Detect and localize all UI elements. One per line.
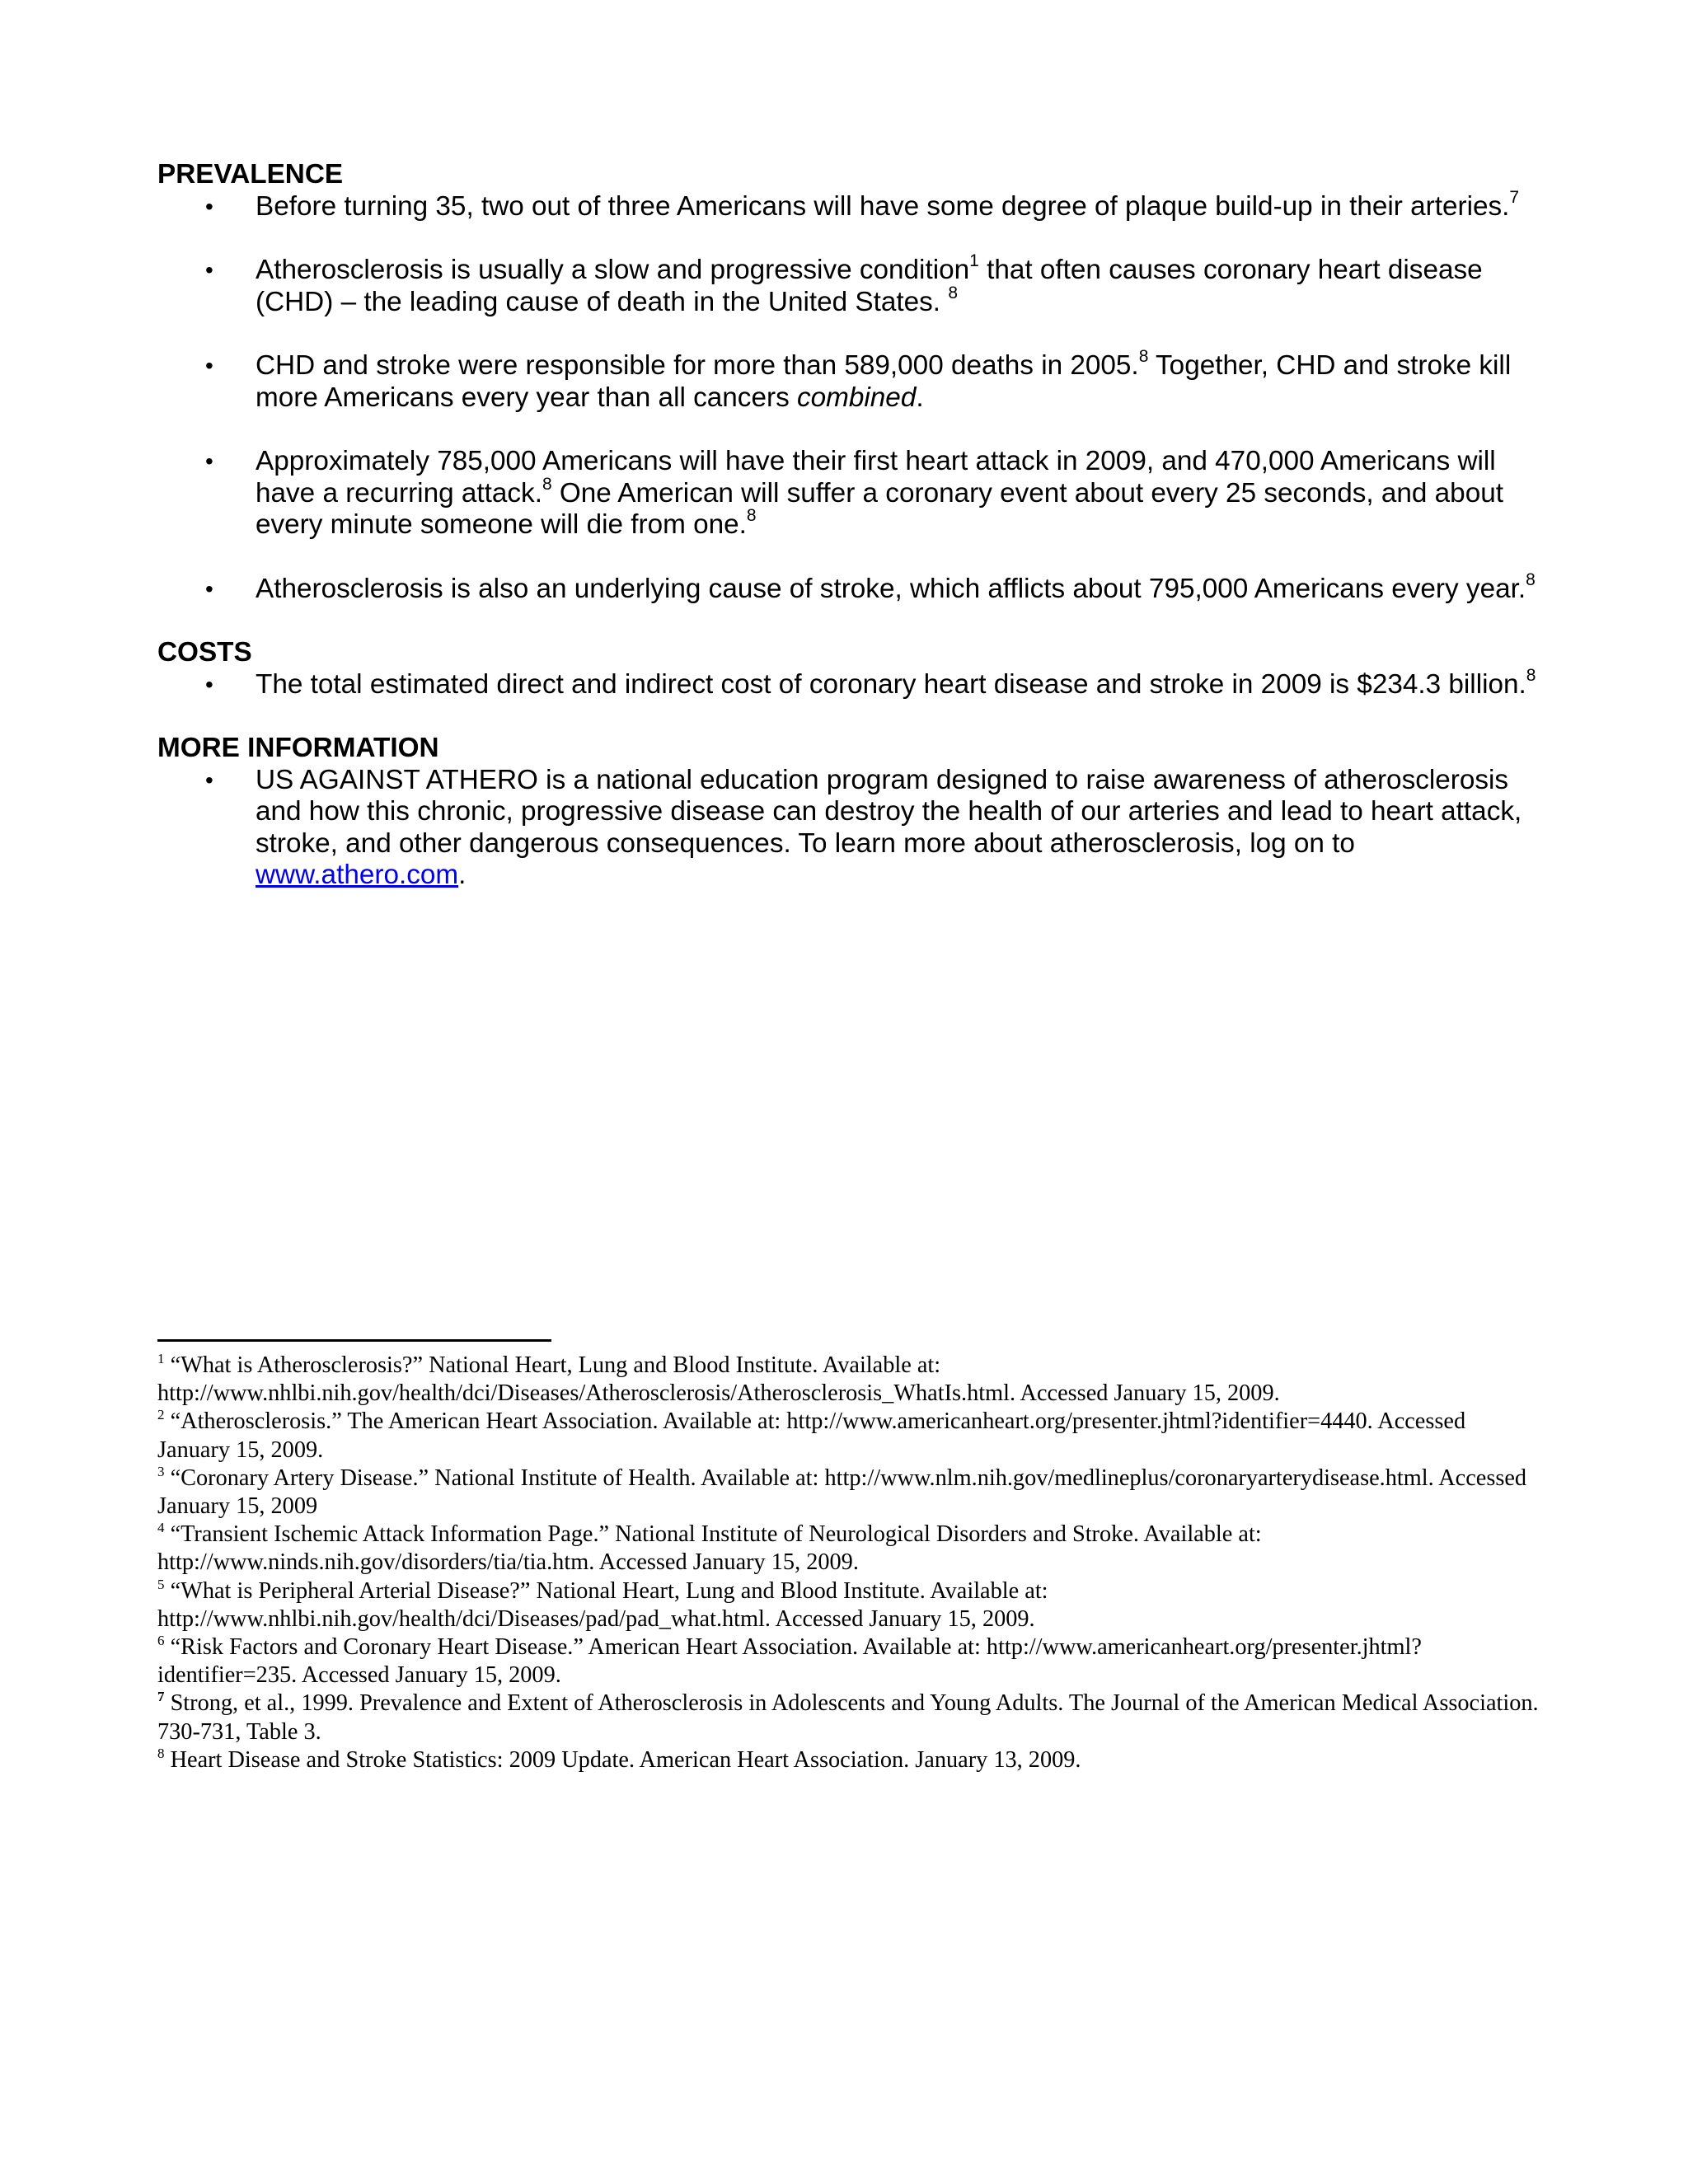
footnote-text: Strong, et al., 1999. Prevalence and Extent of Atherosclerosis in Adolescents and Young Adults. The Journal of the American Medical Association. 730-731, Table 3.: [157, 1690, 1539, 1745]
item-text: Together, CHD and stroke kill more Americans every year than all cancers: [256, 350, 1512, 413]
list-item: [157, 446, 1542, 541]
footnote-ref[interactable]: 8: [1526, 665, 1536, 685]
footnote: [157, 1521, 1542, 1577]
list-item: [157, 347, 1542, 414]
main-content: [157, 159, 1542, 892]
item-text: Before turning 35, two out of three Americans will have some degree of plaque build-up in their arteries.: [256, 190, 1510, 222]
bullet-icon: •: [205, 257, 213, 283]
footnote-ref[interactable]: 8: [746, 506, 757, 525]
footnote: [157, 1633, 1542, 1690]
footnote-ref[interactable]: 8: [948, 283, 958, 302]
item-text: Atherosclerosis is usually a slow and progressive condition: [256, 255, 970, 285]
list-item: [157, 765, 1542, 892]
footnote-number: 6: [157, 1633, 165, 1649]
item-text: CHD and stroke were responsible for more than 589,000 deaths in 2005.: [256, 350, 1139, 381]
footnote-text: “Risk Factors and Coronary Heart Disease.” American Heart Association. Available at: http://www.americanheart.org/presenter.jhtml?identifier=235. Accessed January 15, 2009.: [157, 1634, 1422, 1689]
list-item: [157, 569, 1542, 606]
prevalence-list: [157, 187, 1542, 606]
footnote-number: 5: [157, 1576, 165, 1592]
athero-link[interactable]: www.athero.com: [256, 860, 459, 890]
section-heading-costs: COSTS: [157, 637, 252, 668]
footnote: [157, 1408, 1542, 1464]
item-text: that often causes coronary heart disease (CHD) – the leading cause of death in the United States.: [256, 255, 1483, 317]
list-item: [157, 665, 1542, 701]
footnote: [157, 1746, 1542, 1774]
footnote: [157, 1465, 1542, 1521]
footnote-number: 3: [157, 1463, 165, 1479]
footnote-text: “What is Atherosclerosis?” National Heart, Lung and Blood Institute. Available at: http://www.nhlbi.nih.gov/health/dci/Diseases/Atherosclerosis/Atherosclerosis_WhatIs.html. Accessed January 15, 2009.: [157, 1352, 1280, 1407]
footnote-separator: [157, 1339, 551, 1342]
footnote-ref[interactable]: 7: [1509, 187, 1520, 207]
bullet-icon: •: [205, 448, 213, 474]
footnote: [157, 1352, 1542, 1408]
footnote-text: “Atherosclerosis.” The American Heart Association. Available at: http://www.americanheart.org/presenter.jhtml?identifier=4440. Accessed January 15, 2009.: [157, 1408, 1466, 1463]
footnote-ref[interactable]: 8: [1526, 569, 1536, 589]
item-text: One American will suffer a coronary event about every 25 seconds, and about every minute someone will die from one.: [256, 477, 1503, 540]
footnote: [157, 1577, 1542, 1633]
footnote-number: 4: [157, 1520, 165, 1536]
emphasis-text: combined: [796, 382, 917, 413]
list-item: [157, 251, 1542, 318]
bullet-icon: •: [205, 766, 213, 793]
bullet-icon: •: [205, 353, 213, 378]
footnote-text: “What is Peripheral Arterial Disease?” National Heart, Lung and Blood Institute. Available at: http://www.nhlbi.nih.gov/health/dci/Diseases/pad/pad_what.html. Accessed January 15, 2009.: [157, 1577, 1048, 1632]
footnote-number: 1: [157, 1351, 165, 1366]
bullet-icon: •: [205, 193, 213, 219]
item-text: Approximately 785,000 Americans will have their first heart attack in 2009, and 470,000 Americans will have a recurring attack.: [256, 446, 1496, 509]
footnote-number: 2: [157, 1407, 165, 1423]
item-text: .: [916, 382, 924, 413]
footnote-ref[interactable]: 8: [1138, 347, 1149, 366]
footnote-text: “Transient Ischemic Attack Information Page.” National Institute of Neurological Disorders and Stroke. Available at: http://www.ninds.nih.gov/disorders/tia/tia.htm. Accessed January 15, 2009.: [157, 1521, 1262, 1576]
item-text: .: [458, 860, 467, 890]
costs-list: [157, 665, 1542, 701]
bullet-icon: •: [205, 575, 213, 602]
item-text: US AGAINST ATHERO is a national education program designed to raise awareness of atherosclerosis and how this chronic, progressive disease can destroy the health of our arteries and lead to heart attack, stroke, and other dangerous consequences. To learn more about atherosclerosis, log on to: [256, 764, 1522, 859]
item-text: Atherosclerosis is also an underlying cause of stroke, which afflicts about 795,000 Americans every year.: [256, 573, 1526, 604]
footnote-number: 7: [157, 1689, 165, 1705]
footnote-text: Heart Disease and Stroke Statistics: 2009 Update. American Heart Association. January 13, 2009.: [164, 1746, 1081, 1773]
footnotes: [157, 1352, 1542, 1774]
section-heading-prevalence: PREVALENCE: [157, 159, 344, 190]
footnote-text: “Coronary Artery Disease.” National Institute of Health. Available at: http://www.nlm.nih.gov/medlineplus/coronaryarterydisease.html. Accessed January 15, 2009: [157, 1465, 1527, 1520]
section-heading-more-information: MORE INFORMATION: [157, 733, 439, 763]
more-info-list: [157, 765, 1542, 892]
bullet-icon: •: [205, 671, 213, 697]
footnote-ref[interactable]: 1: [969, 251, 979, 270]
footnote: [157, 1690, 1542, 1746]
footnote-number: 8: [157, 1745, 165, 1761]
item-text: The total estimated direct and indirect cost of coronary heart disease and stroke in 2009 is $234.3 billion.: [256, 668, 1526, 700]
footnote-ref[interactable]: 8: [542, 474, 552, 494]
list-item: [157, 187, 1542, 223]
